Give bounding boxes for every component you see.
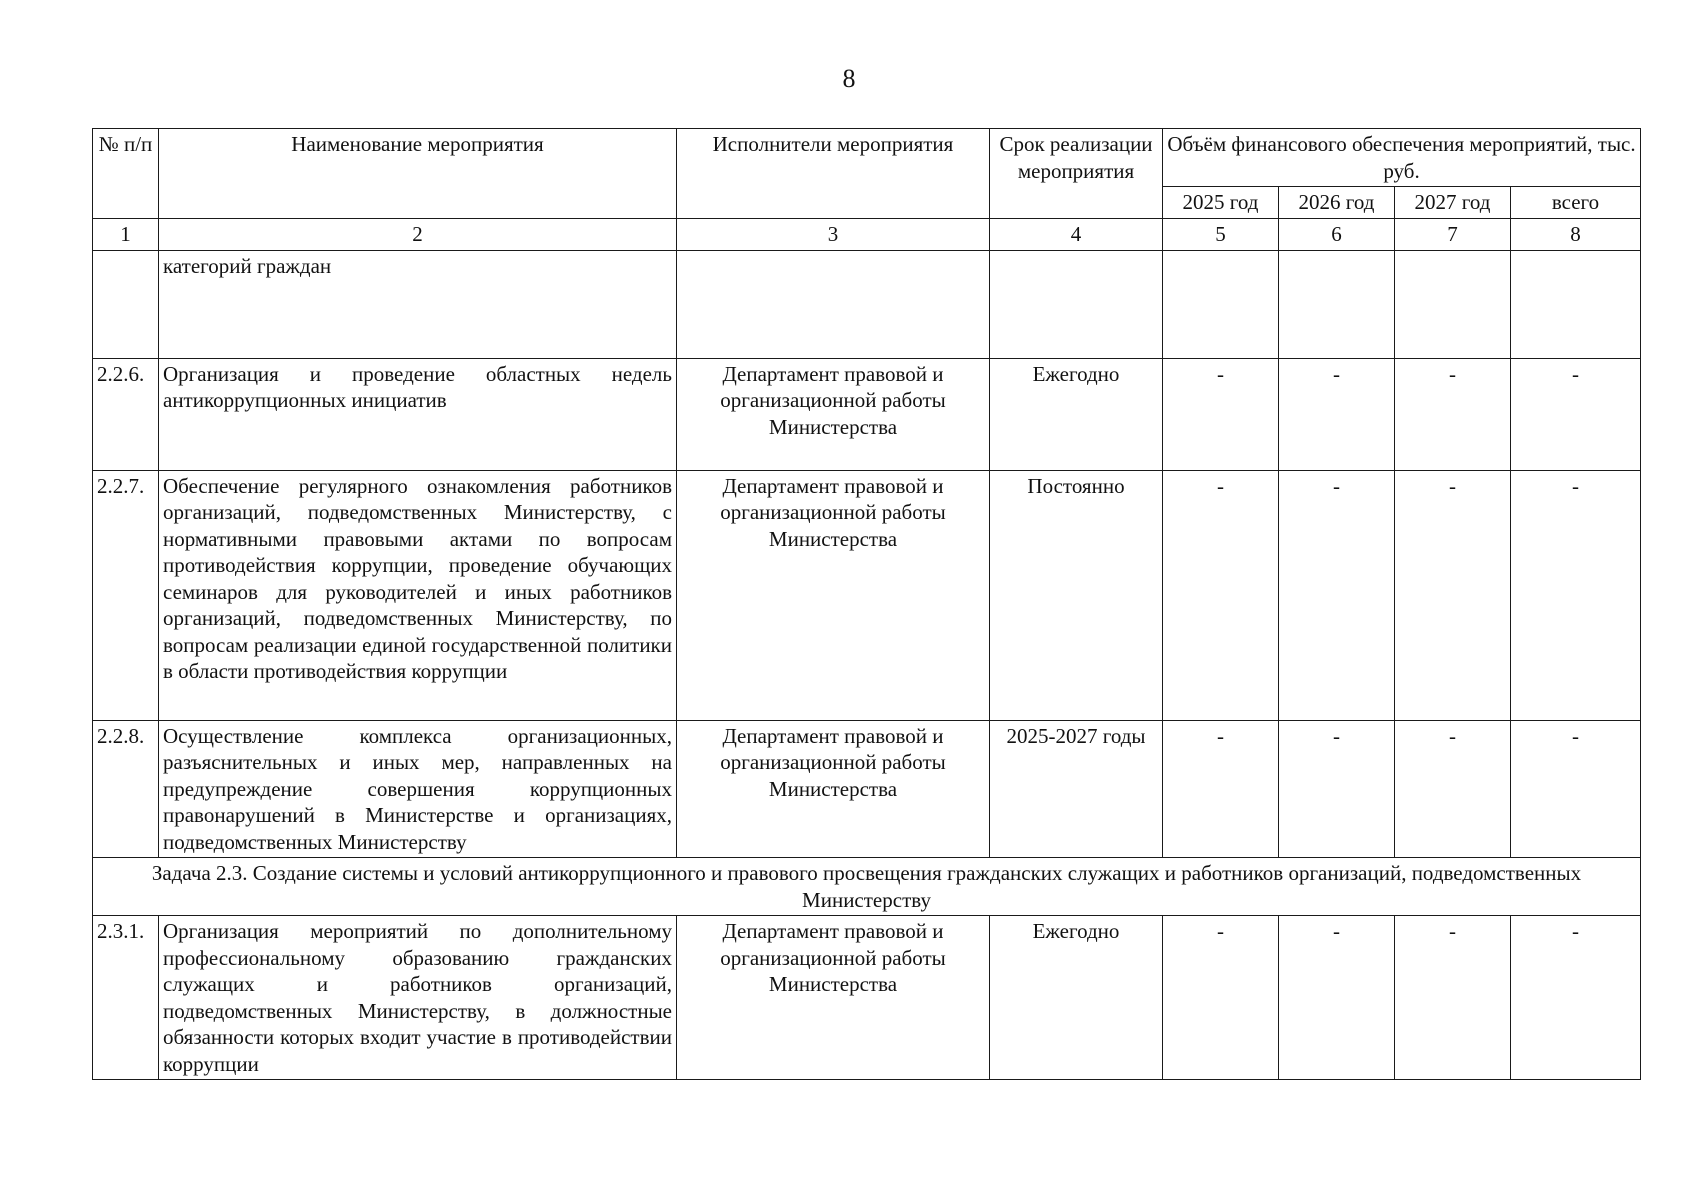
header-col-finance: Объём финансового обеспечения мероприятий, тыс. руб. [1163, 129, 1641, 187]
finance-total: - [1511, 358, 1641, 470]
finance-2027 [1395, 250, 1511, 358]
finance-2025: - [1163, 916, 1279, 1080]
finance-2025: - [1163, 470, 1279, 720]
finance-2026 [1279, 250, 1395, 358]
table-row [93, 916, 1641, 1080]
finance-2025: - [1163, 358, 1279, 470]
column-number: 7 [1395, 219, 1511, 251]
column-number: 8 [1511, 219, 1641, 251]
row-number: 2.2.7. [93, 470, 159, 720]
header-year-2025: 2025 год [1163, 187, 1279, 219]
finance-2026: - [1279, 470, 1395, 720]
finance-total: - [1511, 720, 1641, 858]
measure-executor: Департамент правовой и организационной работы Министерства [677, 358, 990, 470]
measures-table [92, 128, 1641, 1080]
row-number: 2.3.1. [93, 916, 159, 1080]
measure-term: Ежегодно [990, 358, 1163, 470]
column-number: 2 [159, 219, 677, 251]
measure-executor: Департамент правовой и организационной работы Министерства [677, 916, 990, 1080]
finance-2027: - [1395, 720, 1511, 858]
finance-2027: - [1395, 470, 1511, 720]
column-number: 1 [93, 219, 159, 251]
column-number: 6 [1279, 219, 1395, 251]
measure-name: Организация мероприятий по дополнительному профессиональному образованию гражданских служащих и работников организаций, подведомственных Министерству, в должностные обязанности которых входит участие в противодействии коррупции [159, 916, 677, 1080]
measure-executor: Департамент правовой и организационной работы Министерства [677, 470, 990, 720]
measure-executor: Департамент правовой и организационной работы Министерства [677, 720, 990, 858]
column-number: 5 [1163, 219, 1279, 251]
finance-total [1511, 250, 1641, 358]
measure-name: Осуществление комплекса организационных, разъяснительных и иных мер, направленных на предупреждение совершения коррупционных правонарушений в Министерстве и организациях, подведомственных Министерству [159, 720, 677, 858]
table-row [93, 720, 1641, 858]
measure-term [990, 250, 1163, 358]
header-year-2026: 2026 год [1279, 187, 1395, 219]
header-total: всего [1511, 187, 1641, 219]
measure-term: Ежегодно [990, 916, 1163, 1080]
finance-total: - [1511, 470, 1641, 720]
column-numbers-row [93, 219, 1641, 251]
table-row [93, 358, 1641, 470]
task-row [93, 858, 1641, 916]
table-row [93, 470, 1641, 720]
finance-2027: - [1395, 358, 1511, 470]
row-number: 2.2.6. [93, 358, 159, 470]
header-year-2027: 2027 год [1395, 187, 1511, 219]
finance-total: - [1511, 916, 1641, 1080]
measure-term: 2025-2027 годы [990, 720, 1163, 858]
measure-name: Организация и проведение областных недель антикоррупционных инициатив [159, 358, 677, 470]
header-col-term: Срок реализации мероприятия [990, 129, 1163, 219]
measure-name: категорий граждан [159, 250, 677, 358]
table-row [93, 250, 1641, 358]
finance-2026: - [1279, 358, 1395, 470]
column-number: 4 [990, 219, 1163, 251]
header-col-executors: Исполнители мероприятия [677, 129, 990, 219]
finance-2025: - [1163, 720, 1279, 858]
row-number [93, 250, 159, 358]
page-number: 8 [842, 64, 856, 93]
row-number: 2.2.8. [93, 720, 159, 858]
task-heading: Задача 2.3. Создание системы и условий антикоррупционного и правового просвещения гражданских служащих и работников организаций, подведомственных Министерству [151, 861, 1582, 912]
finance-2027: - [1395, 916, 1511, 1080]
finance-2026: - [1279, 720, 1395, 858]
header-col-name: Наименование мероприятия [159, 129, 677, 219]
finance-2025 [1163, 250, 1279, 358]
header-col-num: № п/п [93, 129, 159, 219]
measure-term: Постоянно [990, 470, 1163, 720]
column-number: 3 [677, 219, 990, 251]
measure-executor [677, 250, 990, 358]
measure-name: Обеспечение регулярного ознакомления работников организаций, подведомственных Министерству, с нормативными правовыми актами по вопросам противодействия коррупции, проведение обучающих семинаров для руководителей и иных работников организаций, подведомственных Министерству, по вопросам реализации единой государственной политики в области противодействия коррупции [159, 470, 677, 720]
finance-2026: - [1279, 916, 1395, 1080]
